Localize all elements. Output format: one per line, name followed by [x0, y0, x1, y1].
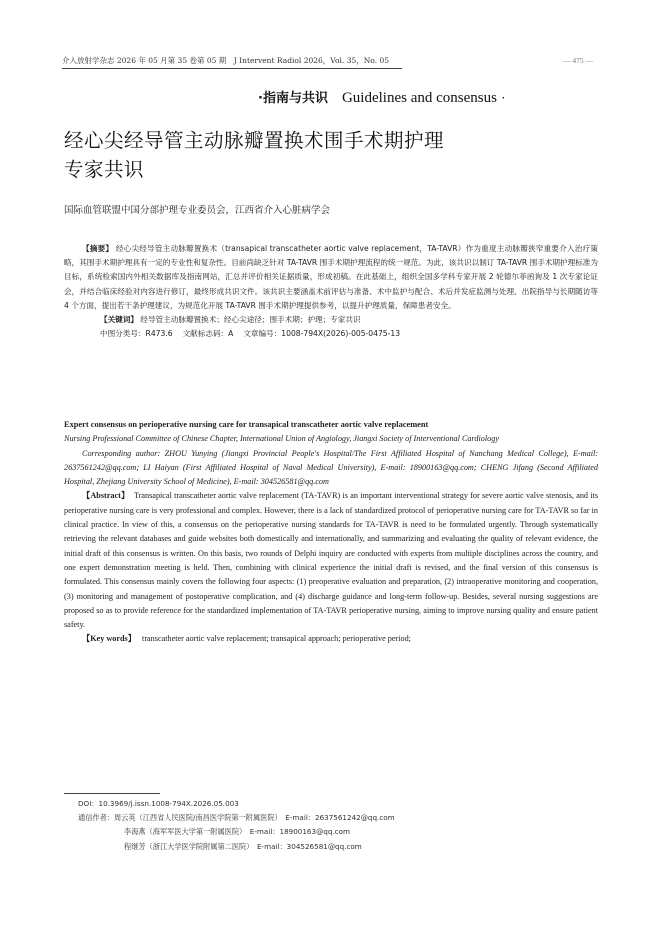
english-abstract [64, 418, 598, 647]
section-en: Guidelines and consensus [341, 90, 497, 106]
corresponding-authors: Corresponding author: ZHOU Yunying (Jiangxi Provincial People's Hospital/The First Affiliated Hospital of Nanchang Medical College), E-mail: 2637561242@qq.com; LI Haiyan (First Affiliated Hospital of Naval Medical University), E-mail: 18900163@qq.com; CHENG Jifang (Second Affiliated Hospital, Zhejiang University School of Medicine), E-mail: 304526581@qq.com [64, 448, 598, 487]
english-title: Expert consensus on perioperative nursing care for transapical transcatheter aortic valve replacement [64, 420, 429, 429]
en-keywords-label: 【Key words】 [82, 634, 136, 644]
cn-keywords-label: 【关键词】 [100, 315, 138, 325]
footnote [78, 797, 598, 854]
contact-line-2: 李海燕（海军军医大学第一附属医院） E-mail：18900163@qq.com [124, 827, 351, 837]
english-organizations: Nursing Professional Committee of Chinese Chapter, International Union of Angiology, Jiangxi Society of Interventional Cardiology [64, 434, 499, 444]
en-keywords [64, 632, 598, 646]
contact-line-3: 程继芳（浙江大学医学院附属第二医院） E-mail：304526581@qq.com [124, 841, 362, 851]
classification-line [64, 327, 598, 341]
article-title [64, 126, 594, 184]
en-abstract-label: 【Abstract】 [82, 491, 130, 501]
page-number: — 475 — [563, 56, 593, 65]
title-line-1: 经心尖经导管主动脉瓣置换术围手术期护理 [64, 129, 445, 152]
doi-line: DOI：10.3969/j.issn.1008-794X.2026.05.003 [78, 799, 239, 808]
title-line-2: 专家共识 [64, 158, 145, 181]
cn-abstract-paragraph [64, 242, 598, 313]
section-cn: ·指南与共识 [258, 91, 328, 106]
en-abstract-text: Transapical transcatheter aortic valve replacement (TA-TAVR) is an important interventional strategy for severe aortic valve stenosis, and its perioperative nursing care is very professional and complex. However, there is a lack of standardized protocol of perioperative nursing care for TA-TAVR so far in clinical practice. In view of this, a consensus on the perioperative nursing standards for TA-TAVR is need to be formulated urgently. Through systematically retrieving the relevant databases and guide websites both domestically and internationally, and summarizing and evaluating the quality of relevant evidence, the initial draft of this consensus is written. On this basis, two rounds of Delphi inquiry are conducted with experts from multiple disciplines across the country, and one expert demonstration meeting is held. Then, combining with clinical experience the initial draft is revised, and the final version of this consensus is formulated. This consensus mainly covers the following four aspects: (1) preoperative evaluation and preparation, (2) intraoperative monitoring and cooperation, (3) monitoring and management of postoperative complication, and (4) discharge guidance and long-term follow-up. Besides, several nursing suggestions are proposed so as to provide reference for the standardized implementation of TA-TAVR perioperative nursing, aiming to improve nursing quality and ensure patient safety. [64, 491, 599, 630]
author-organizations: 国际血管联盟中国分部护理专业委员会，江西省介入心脏病学会 [64, 205, 331, 216]
contact-line-1 [78, 811, 598, 825]
contact-label: 通信作者： [78, 813, 114, 823]
cn-keywords [64, 313, 598, 327]
section-heading [258, 89, 598, 108]
en-keywords-text: transcatheter aortic valve replacement; transapical approach; perioperative period; [142, 634, 411, 644]
cn-keywords-text: 经导管主动脉瓣置换术；经心尖途径；围手术期；护理；专家共识 [140, 315, 361, 325]
running-header: 介入放射学杂志 2026 年 05 月第 35 卷第 05 期 J Intervent Radiol 2026，Vol. 35，No. 05 [62, 56, 402, 69]
en-abstract-paragraph [64, 489, 598, 632]
contact-1: 周云英（江西省人民医院/南昌医学院第一附属医院） E-mail：2637561242@qq.com [113, 813, 395, 823]
document-code: 文献标志码：A [182, 329, 234, 339]
clc-number: 中图分类号：R473.6 [100, 329, 173, 339]
cn-abstract-text: 经心尖经导管主动脉瓣置换术（transapical transcatheter aortic valve replacement，TA-TAVR）作为重度主动脉瓣狭窄重要介入治疗策略，其围手术期护理具有一定的专业性和复杂性。目前尚缺乏针对 TA-TAVR 围手术期护理流程的统一规范。为此，该共识以制订 TA-TAVR 围手术期护理标准为目标，系统检索国内外相关数据库及指南网站，汇总并评价相关证据质量，形成初稿。在此基础上，组织全国多学科专家开展 2 轮德尔菲函询及 1 次专家论证会，并结合临床经验对内容进行修订，最终形成共识文件。该共识主要涵盖术前评估与准备、术中监护与配合、术后并发症监测与处理、出院指导与长期随访等 4 个方面，提出若干条护理建议，为规范化开展 TA-TAVR 围手术期护理提供参考，以提升护理质量，保障患者安全。 [64, 244, 598, 310]
section-dot: · [501, 91, 506, 105]
chinese-abstract [64, 242, 598, 341]
article-number: 文章编号：1008-794X(2026)-005-0475-13 [243, 329, 401, 339]
cn-abstract-label: 【摘要】 [82, 244, 114, 253]
footnote-divider [64, 793, 160, 794]
